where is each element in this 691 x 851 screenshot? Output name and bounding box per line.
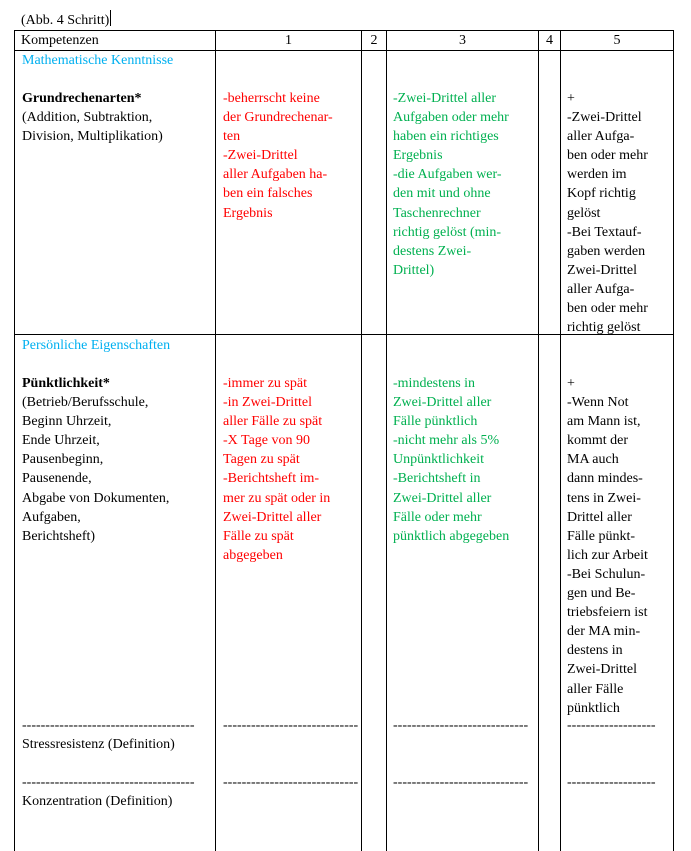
- text-line: pünktlich abgegeben: [393, 528, 510, 544]
- competency-desc-line: Pausenende,: [22, 471, 92, 487]
- text-line: MA auch: [567, 452, 619, 468]
- text-line: Ergebnis: [393, 148, 443, 164]
- text-line: aller Fälle zu spät: [223, 414, 323, 430]
- competency-desc-line: Beginn Uhrzeit,: [22, 414, 112, 430]
- text-line: Zwei-Drittel aller: [223, 509, 322, 525]
- col-border: [386, 30, 387, 851]
- text-line: den mit und ohne: [393, 186, 491, 202]
- text-line: Fälle zu spät: [223, 528, 294, 544]
- section-heading-math: Mathematische Kenntnisse: [22, 53, 174, 68]
- text-line: -in Zwei-Drittel: [223, 395, 313, 411]
- punctuality-level-1: [223, 374, 330, 565]
- text-line: tens in Zwei-: [567, 490, 641, 506]
- text-line: -Zwei-Drittel: [567, 110, 642, 126]
- text-line: Tagen zu spät: [223, 452, 300, 468]
- text-line: ben oder mehr: [567, 148, 648, 164]
- text-line: aller Fälle: [567, 681, 624, 697]
- text-line: destens in: [567, 643, 623, 659]
- col-border: [215, 30, 216, 851]
- text-line: Zwei-Drittel: [567, 662, 637, 678]
- competency-desc-line: Abgabe von Dokumenten,: [22, 490, 170, 506]
- text-line: Zwei-Drittel aller: [393, 490, 492, 506]
- text-line: lich zur Arbeit: [567, 547, 648, 563]
- text-line: destens Zwei-: [393, 243, 472, 259]
- text-line: haben ein richtiges: [393, 129, 499, 145]
- header-col-3: 3: [459, 33, 466, 48]
- math-level-3: [393, 89, 509, 280]
- text-line: -Berichtsheft im-: [223, 471, 320, 487]
- text-line: Taschenrechner: [393, 205, 481, 221]
- text-line: Zwei-Drittel: [567, 262, 637, 278]
- text-line: -Bei Schulun-: [567, 566, 646, 582]
- text-line: Drittel aller: [567, 509, 632, 525]
- col-border: [673, 30, 674, 851]
- text-line: -Bei Textauf-: [567, 224, 642, 240]
- separator-dashes: -----------------------------: [393, 718, 529, 733]
- text-line: richtig gelöst: [567, 320, 641, 336]
- competency-concentration: Konzentration (Definition): [22, 794, 173, 809]
- text-line: pünktlich: [567, 700, 620, 716]
- separator-dashes: -------------------: [567, 775, 656, 790]
- competency-desc-line: Pausenbeginn,: [22, 452, 104, 468]
- math-level-5: [567, 89, 648, 337]
- text-line: werden im: [567, 167, 627, 183]
- competency-desc-line: Ende Uhrzeit,: [22, 433, 100, 449]
- math-level-1: [223, 89, 333, 223]
- col-border: [14, 30, 15, 851]
- text-line: ten: [223, 129, 241, 145]
- text-line: -Zwei-Drittel aller: [393, 91, 497, 106]
- separator-dashes: -------------------------------------: [22, 718, 195, 733]
- col-border: [560, 30, 561, 851]
- competency-desc-line: Aufgaben,: [22, 509, 81, 525]
- text-line: -beherrscht keine: [223, 91, 320, 106]
- caption-text: (Abb. 4 Schritt): [21, 13, 110, 28]
- text-line: -Wenn Not: [567, 395, 629, 411]
- text-line: gaben werden: [567, 243, 646, 259]
- text-line: kommt der: [567, 433, 629, 449]
- text-line: der Grundrechenar-: [223, 110, 333, 126]
- text-line: Fälle oder mehr: [393, 509, 482, 525]
- competency-desc-line: Berichtsheft): [22, 528, 96, 544]
- section-heading-personal: Persönliche Eigenschaften: [22, 338, 171, 353]
- col-border: [361, 30, 362, 851]
- competency-math: [22, 89, 163, 146]
- punctuality-level-5: [567, 374, 648, 718]
- text-line: aller Aufga-: [567, 281, 635, 297]
- text-line: ben oder mehr: [567, 301, 648, 317]
- text-line: -X Tage von 90: [223, 433, 311, 449]
- text-line: Drittel): [393, 262, 435, 278]
- text-line: -Berichtsheft in: [393, 471, 481, 487]
- text-line: Fälle pünkt-: [567, 528, 636, 544]
- text-line: Unpünktlichkeit: [393, 452, 484, 468]
- competency-desc-line: (Addition, Subtraktion,: [22, 110, 153, 126]
- text-line: mer zu spät oder in: [223, 490, 331, 506]
- separator-dashes: -------------------------------------: [22, 775, 195, 790]
- separator-dashes: -------------------: [567, 718, 656, 733]
- competency-stress: Stressresistenz (Definition): [22, 737, 175, 752]
- text-line: triebsfeiern ist: [567, 605, 648, 621]
- separator-dashes: -----------------------------: [223, 775, 359, 790]
- competency-title: Pünktlichkeit*: [22, 376, 110, 391]
- figure-caption: [21, 10, 111, 30]
- punctuality-level-3: [393, 374, 509, 546]
- text-line: aller Aufgaben ha-: [223, 167, 328, 183]
- header-col-1: 1: [285, 33, 292, 48]
- competency-desc-line: Division, Multiplikation): [22, 129, 163, 145]
- text-line: gen und Be-: [567, 586, 636, 602]
- text-line: Aufgaben oder mehr: [393, 110, 509, 126]
- competency-desc-line: (Betrieb/Berufsschule,: [22, 395, 149, 411]
- text-line: aller Aufga-: [567, 129, 635, 145]
- text-line: -mindestens in: [393, 376, 476, 391]
- competency-title: Grundrechenarten*: [22, 91, 142, 106]
- separator-dashes: -----------------------------: [393, 775, 529, 790]
- text-line: Zwei-Drittel aller: [393, 395, 492, 411]
- header-col-5: 5: [613, 33, 621, 48]
- text-line: richtig gelöst (min-: [393, 224, 502, 240]
- text-line: +: [567, 376, 575, 391]
- competency-punctuality: [22, 374, 169, 546]
- text-line: Kopf richtig: [567, 186, 636, 202]
- col-border: [538, 30, 539, 851]
- text-line: -die Aufgaben wer-: [393, 167, 502, 183]
- header-col-4: 4: [546, 33, 553, 48]
- separator-dashes: -----------------------------: [223, 718, 359, 733]
- text-line: Ergebnis: [223, 205, 273, 221]
- text-line: +: [567, 91, 575, 106]
- text-line: gelöst: [567, 205, 601, 221]
- header-col-2: 2: [370, 33, 378, 48]
- text-line: am Mann ist,: [567, 414, 641, 430]
- text-line: abgegeben: [223, 547, 283, 563]
- text-line: der MA min-: [567, 624, 641, 640]
- text-line: -nicht mehr als 5%: [393, 433, 500, 449]
- text-line: -Zwei-Drittel: [223, 148, 298, 164]
- text-line: ben ein falsches: [223, 186, 313, 202]
- text-line: dann mindes-: [567, 471, 643, 487]
- header-competencies: Kompetenzen: [21, 33, 99, 48]
- text-cursor: [110, 10, 111, 26]
- text-line: -immer zu spät: [223, 376, 307, 391]
- text-line: Fälle pünktlich: [393, 414, 478, 430]
